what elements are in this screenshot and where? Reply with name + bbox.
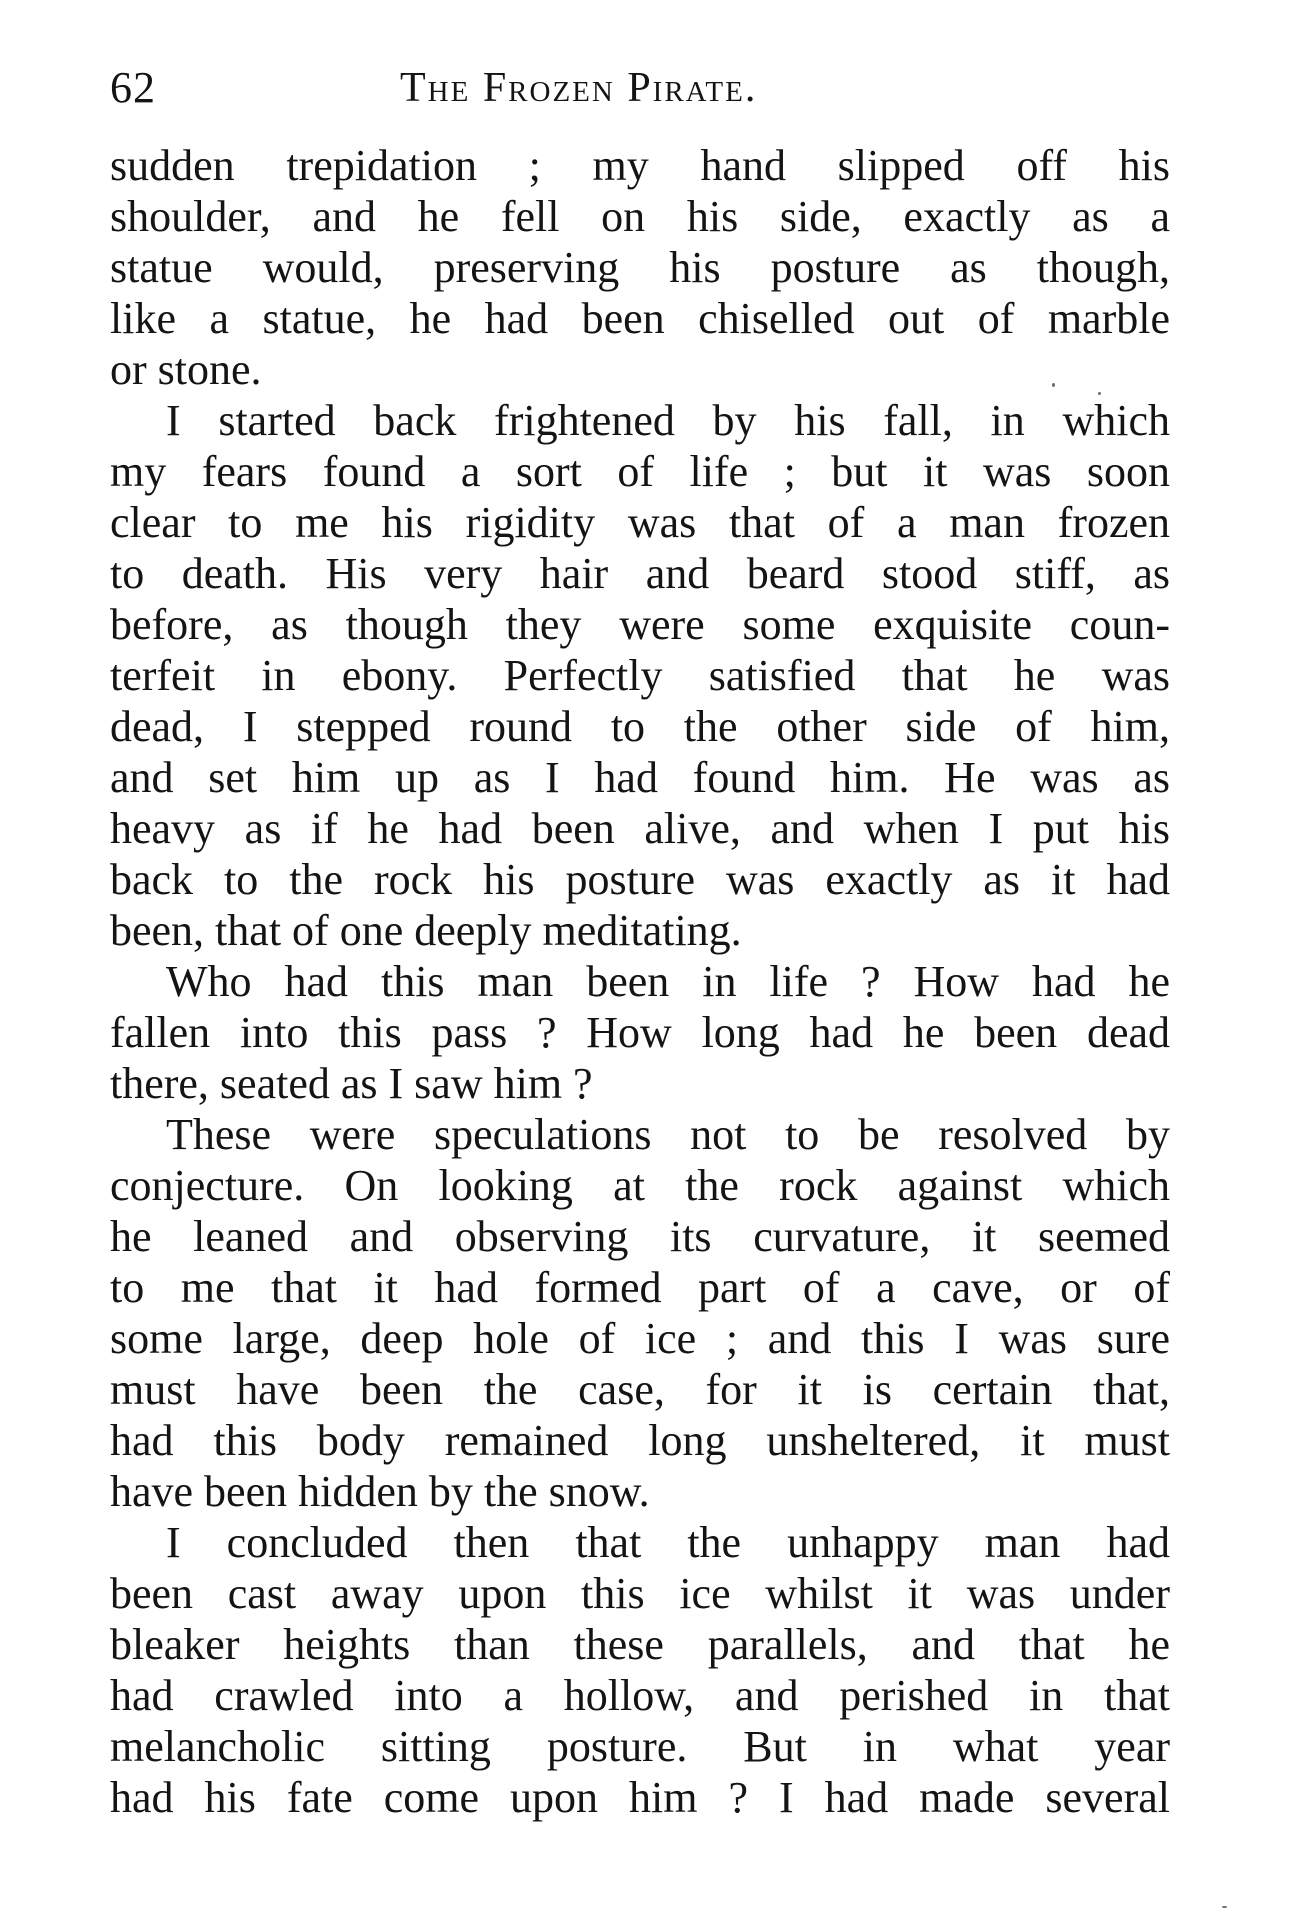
text-line: had crawled into a hollow, and perished in that [110, 1671, 1170, 1720]
text-line: been, that of one deeply meditating. [110, 906, 742, 955]
text-line: he leaned and observing its curvature, it seemed [110, 1212, 1170, 1261]
running-title: The Frozen Pirate. [400, 65, 758, 111]
text-line: bleaker heights than these parallels, and that he [110, 1620, 1170, 1669]
text-line: had this body remained long unsheltered, it must [110, 1416, 1170, 1465]
text-line: Who had this man been in life ? How had he [166, 957, 1170, 1006]
text-line: I concluded then that the unhappy man had [166, 1518, 1170, 1567]
text-line: there, seated as I saw him ? [110, 1059, 593, 1108]
text-line: must have been the case, for it is certain that, [110, 1365, 1170, 1414]
text-line: like a statue, he had been chiselled out of marble [110, 294, 1170, 343]
print-speck [1098, 392, 1101, 395]
text-line: or stone. [110, 345, 262, 394]
text-line: had his fate come upon him ? I had made several [110, 1773, 1170, 1822]
page-header [110, 58, 1170, 118]
text-line: some large, deep hole of ice ; and this I was sure [110, 1314, 1170, 1363]
text-line: terfeit in ebony. Perfectly satisfied that he was [110, 651, 1170, 700]
body-text [110, 140, 1170, 1823]
text-line: and set him up as I had found him. He was as [110, 753, 1170, 802]
text-line: have been hidden by the snow. [110, 1467, 650, 1516]
text-line: melancholic sitting posture. But in what year [110, 1722, 1170, 1771]
text-line: to death. His very hair and beard stood stiff, as [110, 549, 1170, 598]
text-line: been cast away upon this ice whilst it was under [110, 1569, 1170, 1618]
text-line: shoulder, and he fell on his side, exactly as a [110, 192, 1170, 241]
text-line: my fears found a sort of life ; but it was soon [110, 447, 1170, 496]
text-line: before, as though they were some exquisite coun- [110, 600, 1170, 649]
text-line: clear to me his rigidity was that of a man frozen [110, 498, 1170, 547]
text-line: statue would, preserving his posture as though, [110, 243, 1170, 292]
text-line: conjecture. On looking at the rock against which [110, 1161, 1170, 1210]
text-line: back to the rock his posture was exactly as it had [110, 855, 1170, 904]
page-number: 62 [110, 63, 156, 112]
text-line: These were speculations not to be resolved by [166, 1110, 1170, 1159]
text-line: heavy as if he had been alive, and when I put his [110, 804, 1170, 853]
text-line: sudden trepidation ; my hand slipped off his [110, 141, 1170, 190]
print-speck [1052, 383, 1055, 387]
text-line: to me that it had formed part of a cave, or of [110, 1263, 1170, 1312]
text-line: dead, I stepped round to the other side of him, [110, 702, 1170, 751]
text-line: fallen into this pass ? How long had he been dead [110, 1008, 1170, 1057]
print-speck [1222, 1906, 1227, 1908]
text-line: I started back frightened by his fall, in which [166, 396, 1170, 445]
